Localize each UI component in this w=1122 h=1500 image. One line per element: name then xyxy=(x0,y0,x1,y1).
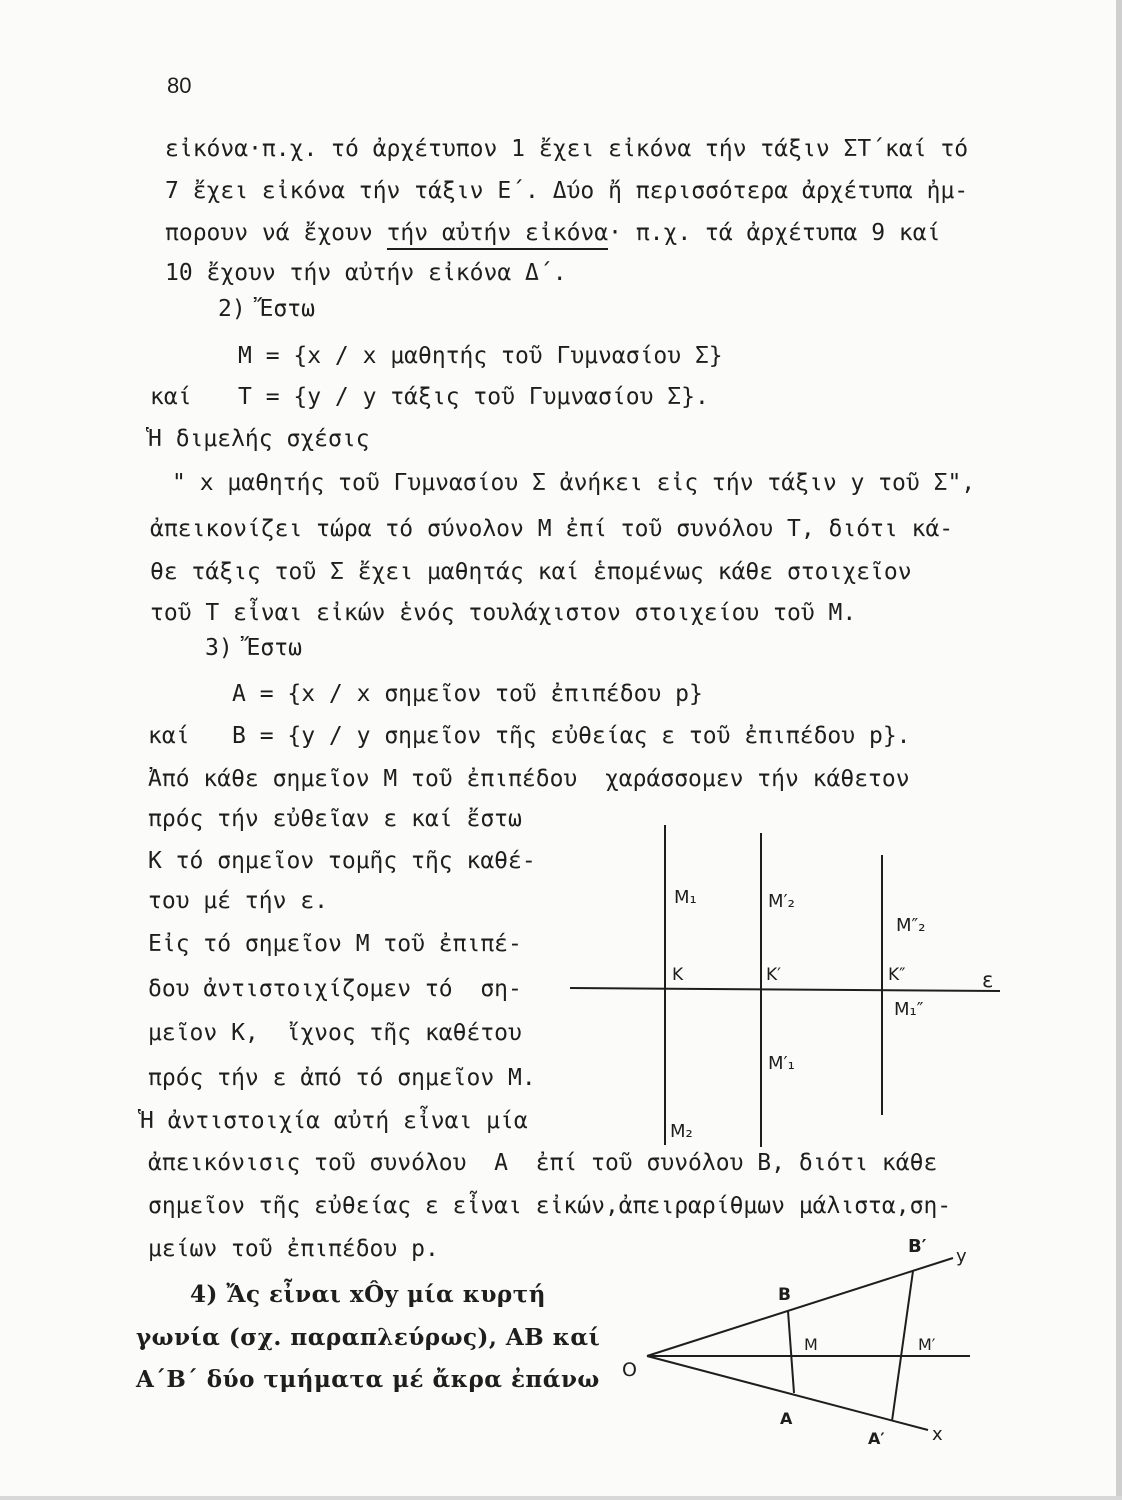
text-line: δου ἀντιστοιχίζομεν τό ση- xyxy=(148,976,522,1002)
text-line: μεῖον K, ἴχνος τῆς καθέτου xyxy=(148,1020,522,1046)
text-line: ἀπεικόνισις τοῦ συνόλου A ἐπί τοῦ συνόλου B, διότι κάθε xyxy=(148,1150,938,1176)
text-line: τοῦ T εἶναι εἰκών ἑνός τουλάχιστον στοιχείου τοῦ M. xyxy=(150,600,857,626)
text-span: καί xyxy=(148,723,190,749)
text-line: Εἰς τό σημεῖον M τοῦ ἐπιπέ- xyxy=(148,931,522,957)
text-line: του μέ τήν ε. xyxy=(148,888,329,914)
text-span: καί xyxy=(150,384,192,410)
page-bottom-edge xyxy=(0,1496,1122,1500)
label-O: O xyxy=(622,1359,637,1381)
relation-quote: " x μαθητής τοῦ Γυμνασίου Σ ἀνήκει εἰς τήν τάξιν y τοῦ Σ", xyxy=(172,470,976,496)
label-M: M xyxy=(804,1335,818,1354)
text-line: γωνία (σχ. παραπλεύρως), AB καί xyxy=(136,1324,601,1351)
segment-AB xyxy=(788,1311,794,1393)
label-y: y xyxy=(956,1246,967,1267)
label-M2-prime: M′₂ xyxy=(768,891,795,912)
label-M2-double-prime: M″₂ xyxy=(896,915,926,936)
figure-angle xyxy=(610,1230,1000,1460)
text-span: πορουν νά ἔχουν xyxy=(165,220,387,246)
text-line: K τό σημεῖον τομῆς τῆς καθέ- xyxy=(148,848,536,874)
text-line: Ἡ διμελής σχέσις xyxy=(148,426,370,452)
example-heading: 2) Ἔστω xyxy=(218,296,315,322)
label-K-double-prime: K″ xyxy=(888,965,906,985)
figure-perpendiculars xyxy=(560,815,1020,1155)
text-line: Ἡ ἀντιστοιχία αὐτή εἶναι μία xyxy=(140,1108,528,1134)
text-line: A΄B΄ δύο τμήματα μέ ἄκρα ἐπάνω xyxy=(136,1366,600,1393)
set-definition: T = {y / y τάξις τοῦ Γυμνασίου Σ}. xyxy=(238,384,709,410)
text-line: 4) Ἄς εἶναι xÔy μία κυρτή xyxy=(190,1281,546,1308)
label-M-prime: M′ xyxy=(918,1335,936,1354)
page-number: 80 xyxy=(167,73,192,98)
underlined-phrase: τήν αὐτήν εἰκόνα xyxy=(387,220,609,250)
text-line: σημεῖον τῆς εὐθείας ε εἶναι εἰκών,ἀπειραρίθμων μάλιστα,ση- xyxy=(148,1193,952,1219)
label-M1-prime: M′₁ xyxy=(768,1053,795,1074)
text-span: · π.χ. τά ἀρχέτυπα 9 καί xyxy=(608,220,941,246)
text-line xyxy=(165,222,940,245)
text-line: 10 ἔχουν τήν αὐτήν εἰκόνα Δ΄. xyxy=(165,260,567,286)
label-M2: M₂ xyxy=(670,1121,693,1142)
example-heading: 3) Ἔστω xyxy=(205,635,302,661)
label-B-prime: B′ xyxy=(908,1236,927,1257)
label-M1-double-prime: M₁″ xyxy=(894,999,924,1020)
text-line: μείων τοῦ ἐπιπέδου p. xyxy=(148,1236,439,1262)
label-B: B xyxy=(778,1285,791,1305)
set-definition: M = {x / x μαθητής τοῦ Γυμνασίου Σ} xyxy=(238,343,723,369)
text-line: θε τάξις τοῦ Σ ἔχει μαθητάς καί ἑπομένως κάθε στοιχεῖον xyxy=(150,559,912,585)
text-line: εἰκόνα·π.χ. τό ἀρχέτυπον 1 ἔχει εἰκόνα τήν τάξιν ΣΤ΄καί τό xyxy=(165,136,969,162)
label-A-prime: A′ xyxy=(868,1429,885,1448)
label-K-prime: K′ xyxy=(766,965,782,985)
set-definition: B = {y / y σημεῖον τῆς εὐθείας ε τοῦ ἐπιπέδου p}. xyxy=(232,723,911,749)
text-line: 7 ἔχει εἰκόνα τήν τάξιν Ε΄. Δύο ἤ περισσότερα ἀρχέτυπα ἠμ- xyxy=(165,178,969,204)
page-edge-shadow xyxy=(1116,0,1122,1500)
label-A: A xyxy=(780,1409,793,1428)
set-definition: A = {x / x σημεῖον τοῦ ἐπιπέδου p} xyxy=(232,681,703,707)
segment-A-prime-B-prime xyxy=(892,1271,913,1421)
label-x: x xyxy=(932,1424,943,1445)
text-line: πρός τήν ε ἀπό τό σημεῖον M. xyxy=(148,1065,536,1091)
text-line: Ἀπό κάθε σημεῖον M τοῦ ἐπιπέδου χαράσσομεν τήν κάθετον xyxy=(148,766,910,792)
line-epsilon xyxy=(570,988,1000,991)
text-line: πρός τήν εὐθεῖαν ε καί ἔστω xyxy=(148,806,522,832)
label-M1: M₁ xyxy=(674,887,697,908)
text-line: ἀπεικονίζει τώρα τό σύνολον M ἐπί τοῦ συνόλου T, διότι κά- xyxy=(150,516,954,542)
label-K: K xyxy=(672,965,684,985)
label-epsilon: ε xyxy=(982,968,994,992)
